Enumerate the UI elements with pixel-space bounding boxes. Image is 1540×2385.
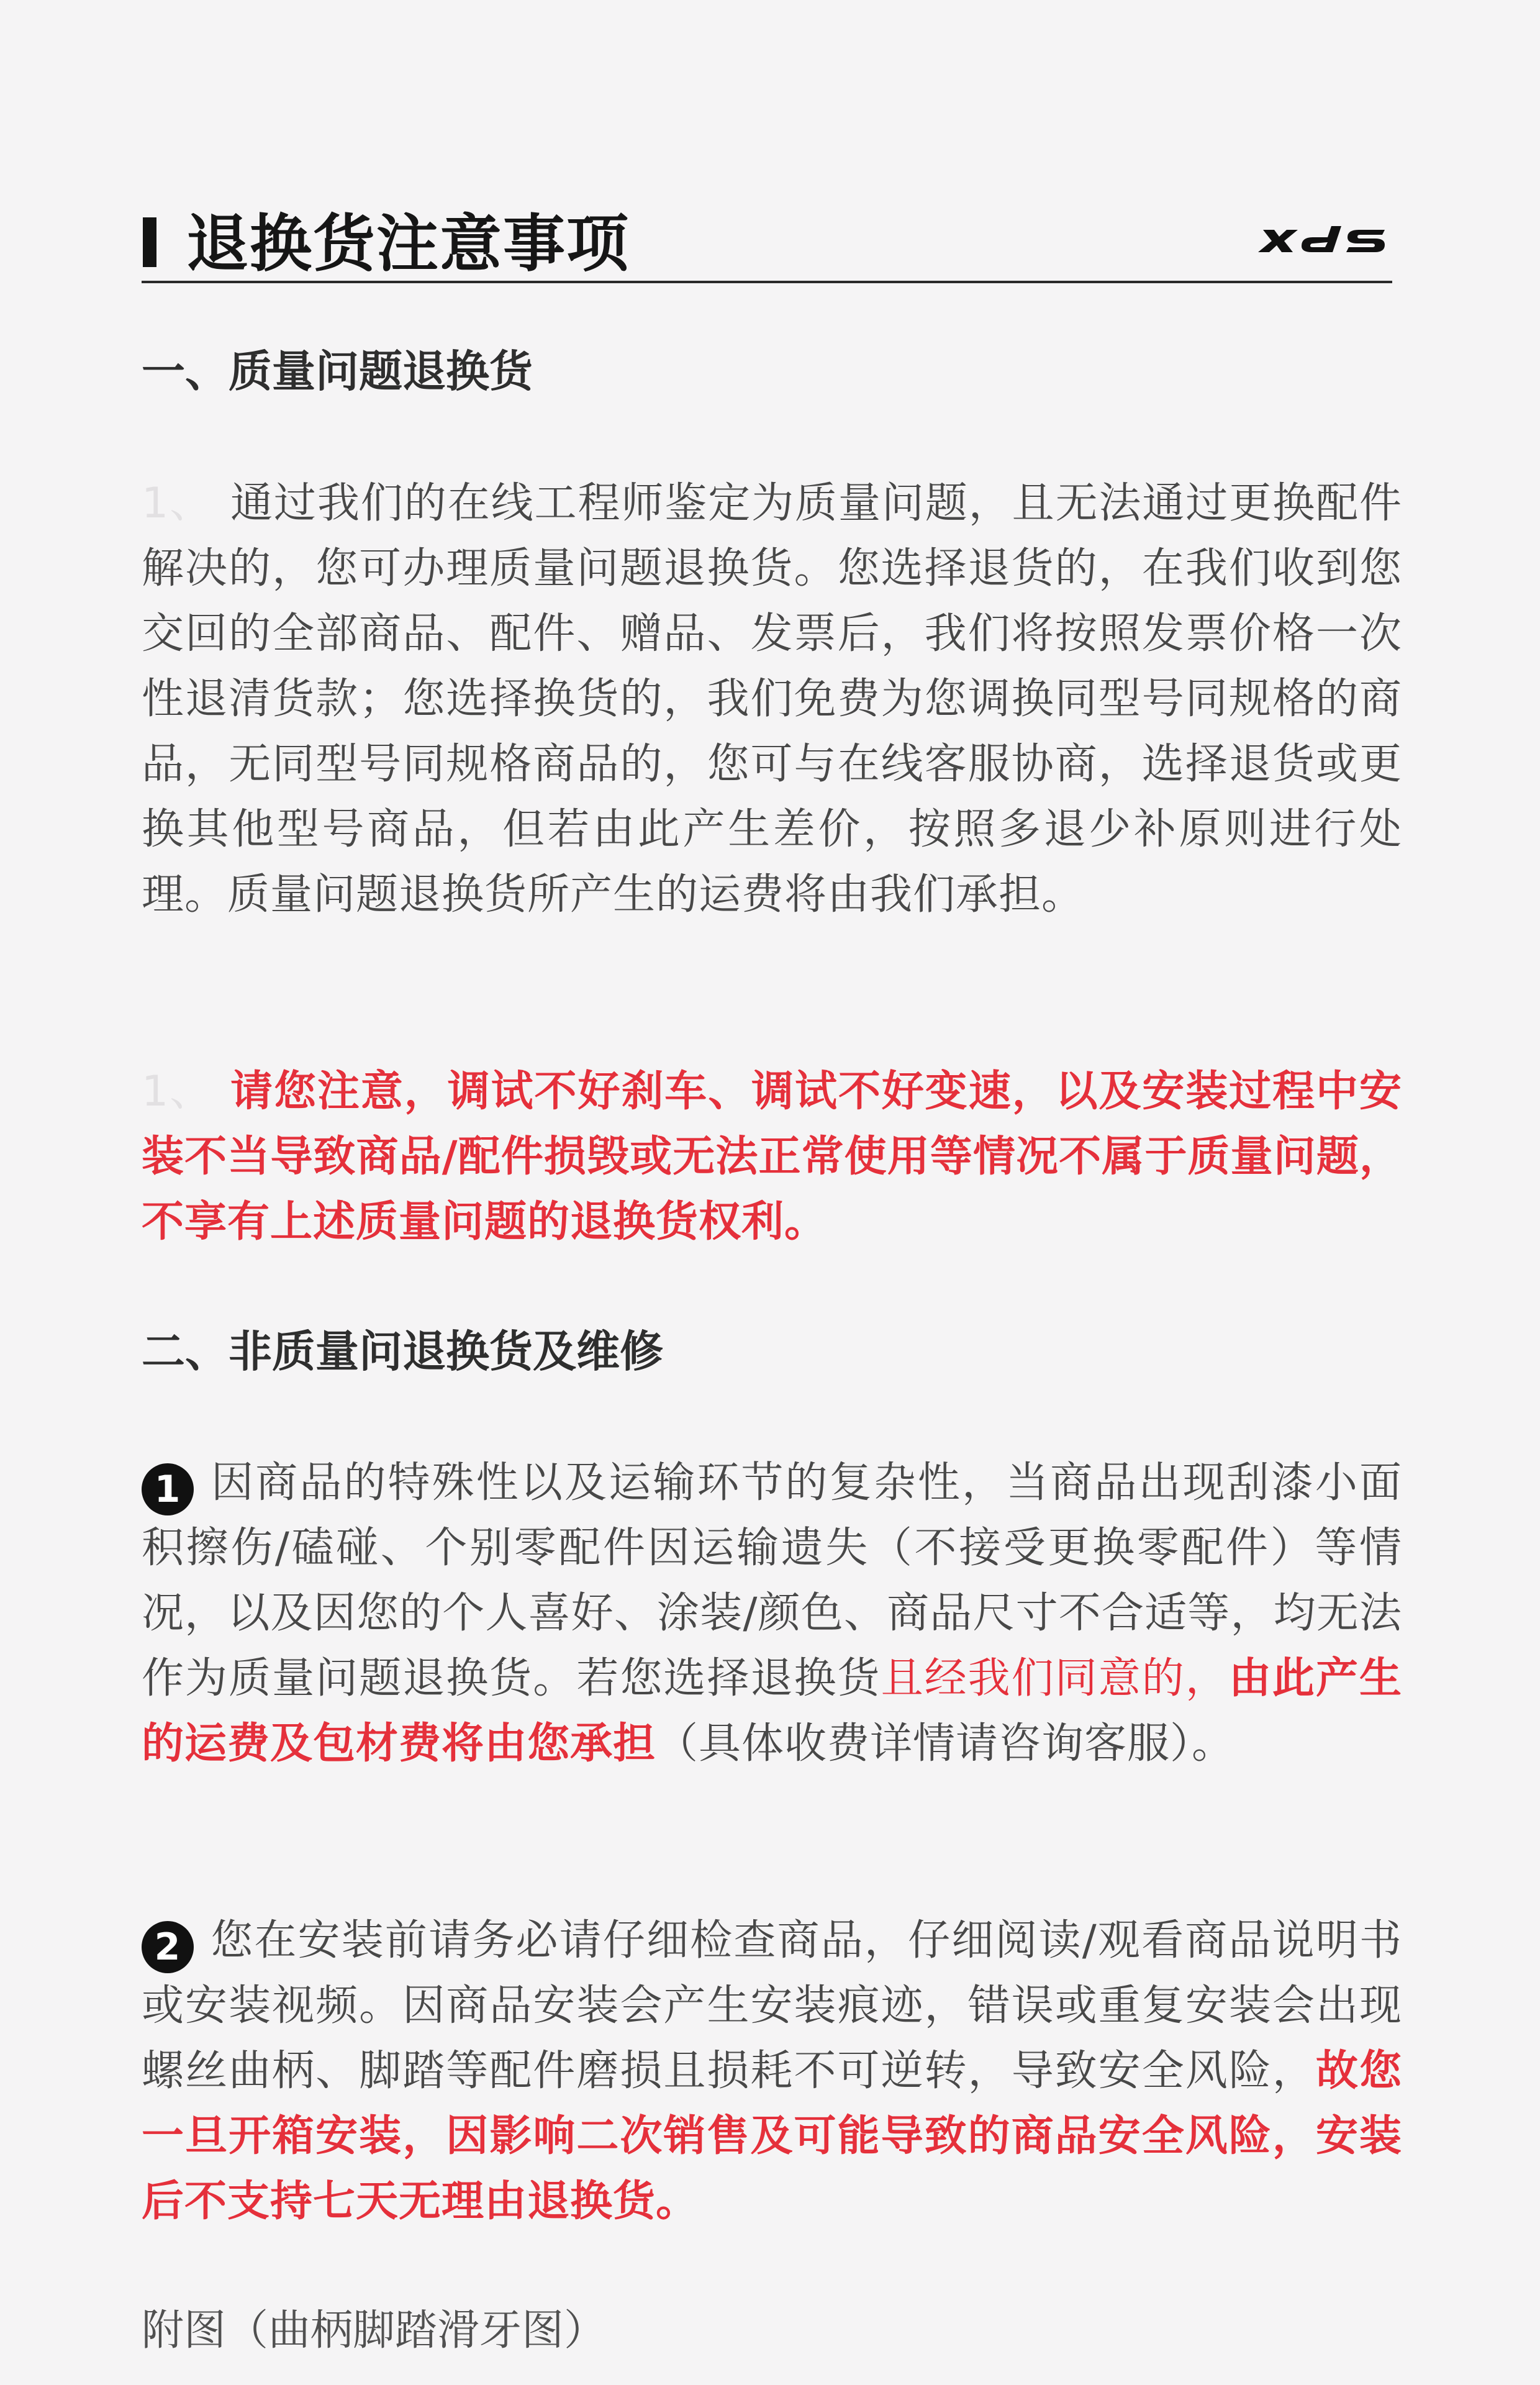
paragraph-notice <box>142 1059 1402 1255</box>
item2-text-b: 故您一旦开箱安装，因影响二次销售及可能导致的商品安全风险，安装后不支持七天无理由退换货。 <box>142 2047 1402 2226</box>
heading-non-quality-returns: 二、非质量问退换货及维修 <box>142 1326 663 1377</box>
number-badge-1: 1 <box>142 1463 194 1515</box>
paragraph-item-2 <box>142 1908 1402 2234</box>
figure-caption: 附图（曲柄脚踏滑牙图） <box>142 2306 607 2355</box>
list-index: 1、 <box>142 479 214 528</box>
paragraph-item-1 <box>142 1450 1402 1776</box>
list-index: 1、 <box>142 1067 214 1116</box>
section-header <box>142 193 1402 286</box>
notice-text: 请您注意，调试不好刹车、调试不好变速，以及安装过程中安装不当导致商品/配件损毁或无法正常使用等情况不属于质量问题，不享有上述质量问题的退换货权利。 <box>142 1067 1402 1247</box>
paragraph-quality-policy <box>142 471 1402 927</box>
paragraph-text: 通过我们的在线工程师鉴定为质量问题，且无法通过更换配件解决的，您可办理质量问题退换货。您选择退货的，在我们收到您交回的全部商品、配件、赠品、发票后，我们将按照发票价格一次性退清货款；您选择换货的，我们免费为您调换同型号同规格的商品，无同型号同规格商品的，您可与在线客服协商，选择退货或更换其他型号商品，但若由此产生差价，按照多退少补原则进行处理。质量问题退换货所产生的运费将由我们承担。 <box>142 479 1402 919</box>
header-divider <box>142 281 1392 283</box>
heading-quality-returns: 一、质量问题退换货 <box>142 346 533 397</box>
xds-logo <box>1253 219 1390 263</box>
item1-text-d: （具体收费详情请咨询客服）。 <box>656 1719 1235 1768</box>
item1-text-c: 由此产生的运费及包材费将由您承担 <box>142 1654 1402 1768</box>
item1-text-b: 且经我们同意的， <box>881 1654 1229 1703</box>
number-badge-2: 2 <box>142 1921 194 1973</box>
item2-text-a: 您在安装前请务必请仔细检查商品，仔细阅读/观看商品说明书或安装视频。因商品安装会产生安装痕迹，错误或重复安装会出现螺丝曲柄、脚踏等配件磨损且损耗不可逆转，导致安全风险， <box>142 1916 1402 2096</box>
page-title: 退换货注意事项 <box>186 207 630 280</box>
title-accent-bar <box>143 217 156 267</box>
item1-text-a: 因商品的特殊性以及运输环节的复杂性，当商品出现刮漆小面积擦伤/磕碰、个别零配件因运输遗失（不接受更换零配件）等情况，以及因您的个人喜好、涂装/颜色、商品尺寸不合适等，均无法作为质量问题退换货。若您选择退换货 <box>142 1458 1402 1703</box>
